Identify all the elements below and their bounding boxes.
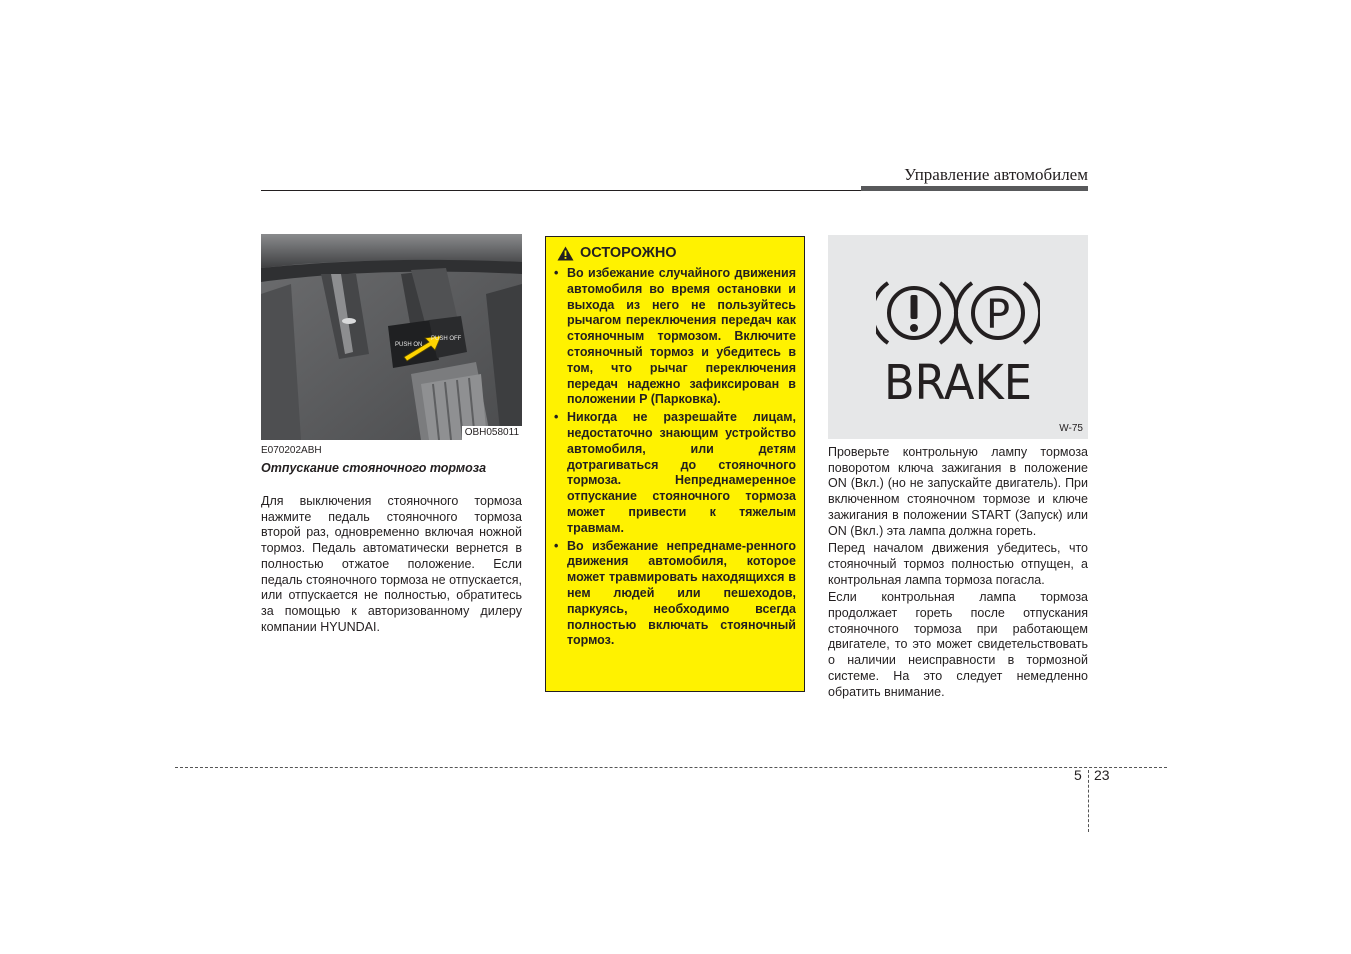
photo-code: OBH058011 [462,426,522,440]
warning-triangle-icon [557,246,574,261]
section-header-title: Управление автомобилем [904,165,1088,184]
release-instructions-paragraph: Для выключения стояночного тормоза нажмите педаль стояночного тормоза второй раз, одновременно включая ножной тормоз. Педаль автоматически вернется в полностью отжатое положение. Если педаль стояночного тормоза не отпускается, или отпускается не полностью, обратитесь за помощью к авторизованному дилеру компании HYUNDAI. [261,494,522,634]
section-code: E070202ABH [261,445,322,456]
pedal-label-push-on: PUSH ON [395,342,423,348]
section-heading: Отпускание стояночного тормоза [261,461,487,475]
brake-lamp-paragraph: Перед началом движения убедитесь, что стояночный тормоз полностью отпущен, а контрольная лампа тормоза погасла. [828,541,1088,587]
brake-warning-lamp-figure [828,235,1088,439]
header-bar [861,186,1088,191]
warning-item: • Никогда не разрешайте лицам, недостаточно знающим устройство автомобиля, или детям дотрагиваться до стояночного тормоза. Непреднамеренное отпускание стояночного тормоза может привести к тяжелым травмам. [554,410,796,536]
brake-lamp-p: P [985,292,1011,338]
brake-lamp-text: BRAKE [884,355,1032,401]
footer-vertical-divider [1088,770,1089,832]
warning-title-text: ОСТОРОЖНО [580,245,677,261]
warning-item: • Во избежание случайного движения автомобиля во время остановки и выхода из него не пользуйтесь рычагом переключения передач как стояночным тормозом. Включите стояночный тормоз и убедитесь в том, что рычаг переключения передач надежно зафиксирован в положении P (Парковка). [554,266,796,408]
brake-lamp-text-column [828,445,1088,702]
figure-code: W-75 [1059,423,1083,434]
page-number: 23 [1094,767,1110,783]
brake-lamp-paragraph: Проверьте контрольную лампу тормоза поворотом ключа зажигания в положение ON (Вкл.) (но не запускайте двигатель). При включенном стояночном тормозе и ключе зажигания в положении START (Запуск) или ON (Вкл.) эта лампа должна гореть. [828,445,1088,538]
header-rule [261,190,861,191]
parking-pedal-photo [261,234,522,440]
chapter-number: 5 [1074,767,1082,783]
warning-box [545,236,805,692]
footer-divider [175,767,1167,768]
brake-lamp-paragraph: Если контрольная лампа тормоза продолжает гореть после отпускания стояночного тормоза при работающем двигателе, то это может свидетельствовать о наличии неисправности в тормозной системе. На это следует немедленно обратить внимание. [828,590,1088,699]
warning-item: • Во избежание непреднаме-ренного движения автомобиля, которое может травмировать находящихся в нем людей или пешеходов, паркуясь, необходимо всегда полностью включать стояночный тормоз. [554,539,796,650]
pedal-label-push-off: PUSH OFF [431,336,462,342]
warning-list [554,266,796,649]
warning-title [557,245,796,261]
